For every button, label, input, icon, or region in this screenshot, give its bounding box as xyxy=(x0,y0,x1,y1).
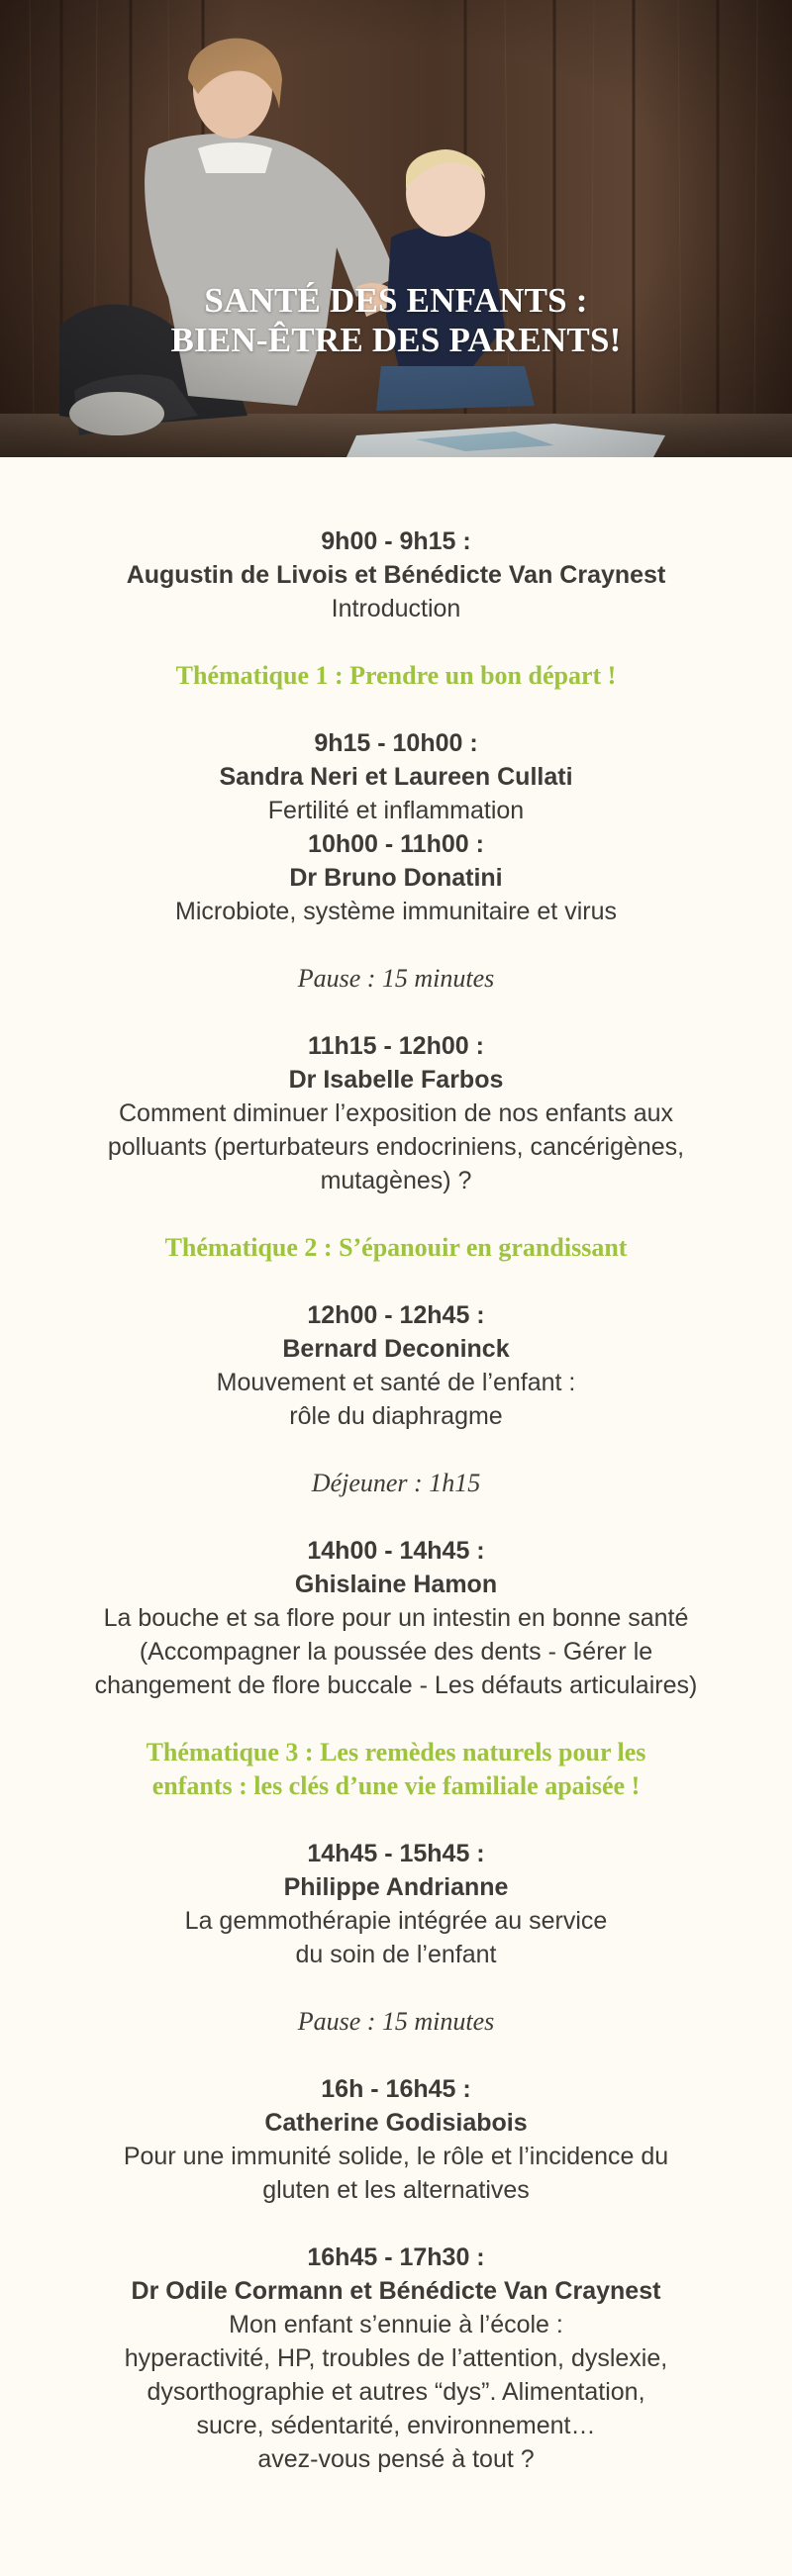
break-1: Pause : 15 minutes xyxy=(297,964,495,993)
session-topic: Introduction xyxy=(331,595,461,622)
session-speaker: Sandra Neri et Laureen Cullati xyxy=(219,763,573,791)
session-time: 14h45 - 15h45 : xyxy=(307,1840,485,1867)
session-time: 10h00 - 11h00 : xyxy=(308,830,484,858)
hero-title-line-1: SANTÉ DES ENFANTS : xyxy=(204,281,588,320)
session-6 xyxy=(0,1534,792,1702)
hero-photo xyxy=(0,0,792,457)
session-4 xyxy=(0,1029,792,1197)
session-9 xyxy=(0,2241,792,2476)
session-topic-line: La gemmothérapie intégrée au service xyxy=(184,1907,608,1935)
session-time: 9h00 - 9h15 : xyxy=(321,527,471,555)
session-topic: Pour une immunité solide, le rôle et l’incidence du gluten et les alternatives xyxy=(123,2143,669,2204)
session-speaker: Dr Odile Cormann et Bénédicte Van Craynest xyxy=(131,2277,661,2305)
session-topic-line: sucre, sédentarité, environnement… xyxy=(196,2412,596,2439)
session-topic-line: Mouvement et santé de l’enfant : xyxy=(216,1369,576,1396)
session-1 xyxy=(0,525,792,625)
session-topic-line: rôle du diaphragme xyxy=(289,1402,503,1430)
session-topic-line: du soin de l’enfant xyxy=(295,1941,497,1968)
session-time: 9h15 - 10h00 : xyxy=(314,729,478,757)
session-speaker: Philippe Andrianne xyxy=(283,1873,509,1901)
session-time: 16h45 - 17h30 : xyxy=(307,2243,485,2271)
session-time: 11h15 - 12h00 : xyxy=(308,1032,484,1060)
session-topic: Fertilité et inflammation xyxy=(267,797,525,824)
break-2: Déjeuner : 1h15 xyxy=(311,1469,481,1497)
hero-banner xyxy=(0,0,792,457)
session-speaker: Dr Bruno Donatini xyxy=(289,864,503,892)
theme-1-heading: Thématique 1 : Prendre un bon départ ! xyxy=(175,661,617,690)
session-time: 16h - 16h45 : xyxy=(321,2075,471,2103)
session-topic: La bouche et sa flore pour un intestin en bonne santé (Accompagner la poussée des dents - Gérer le changement de flore buccale - Les défauts articulaires) xyxy=(94,1604,698,1699)
hero-title xyxy=(0,281,792,360)
theme-3-heading: Thématique 3 : Les remèdes naturels pour les enfants : les clés d’une vie familiale apaisée ! xyxy=(146,1738,646,1800)
session-speaker: Augustin de Livois et Bénédicte Van Craynest xyxy=(126,561,666,589)
theme-2-heading: Thématique 2 : S’épanouir en grandissant xyxy=(164,1233,628,1262)
hero-title-line-2: BIEN-ÊTRE DES PARENTS! xyxy=(170,321,622,359)
session-time: 12h00 - 12h45 : xyxy=(307,1301,485,1329)
session-topic: Comment diminuer l’exposition de nos enfants aux polluants (perturbateurs endocriniens, cancérigènes, mutagènes) ? xyxy=(107,1099,685,1194)
session-topic-line: hyperactivité, HP, troubles de l’attention, dyslexie, xyxy=(124,2344,668,2372)
session-2 xyxy=(0,726,792,928)
program-schedule xyxy=(0,457,792,2476)
session-time: 14h00 - 14h45 : xyxy=(307,1537,485,1565)
session-speaker: Catherine Godisiabois xyxy=(264,2109,528,2137)
break-3: Pause : 15 minutes xyxy=(297,2007,495,2036)
session-7 xyxy=(0,1837,792,1971)
session-topic-line: avez-vous pensé à tout ? xyxy=(257,2445,535,2473)
session-speaker: Ghislaine Hamon xyxy=(294,1571,498,1598)
session-speaker: Dr Isabelle Farbos xyxy=(288,1066,504,1094)
session-topic-line: dysorthographie et autres “dys”. Alimentation, xyxy=(147,2378,645,2406)
session-topic: Microbiote, système immunitaire et virus xyxy=(175,898,617,925)
session-8 xyxy=(0,2072,792,2207)
session-topic-line: Mon enfant s’ennuie à l’école : xyxy=(229,2311,563,2338)
session-speaker: Bernard Deconinck xyxy=(282,1335,510,1363)
session-5 xyxy=(0,1298,792,1433)
